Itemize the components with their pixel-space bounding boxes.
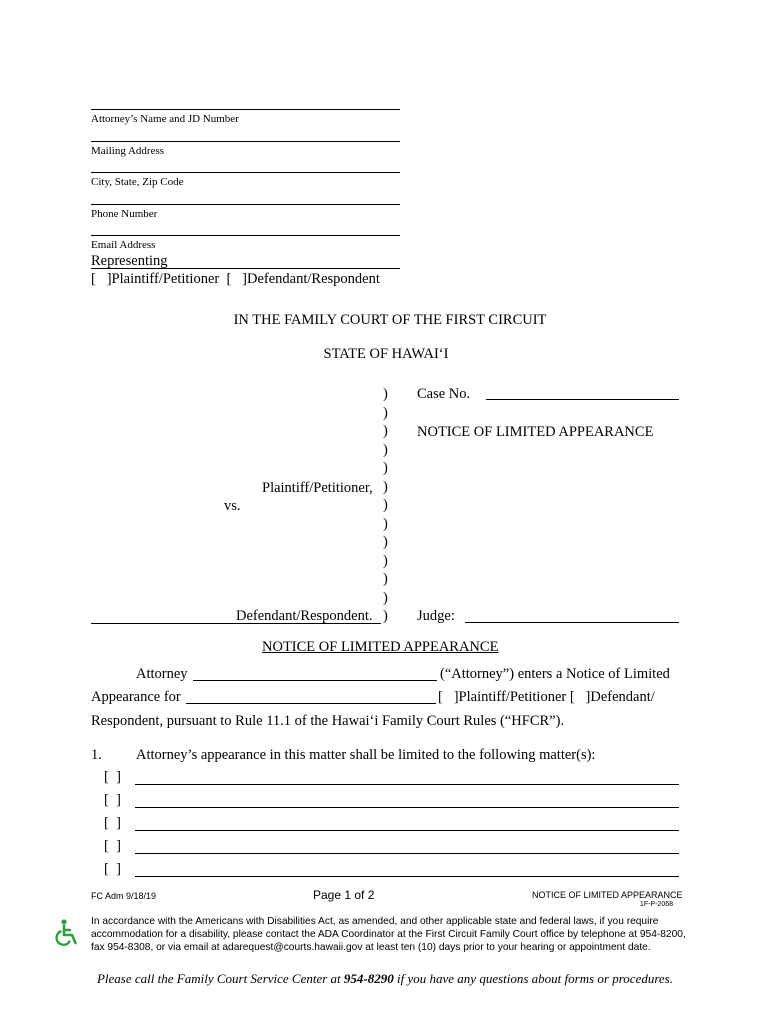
notice-plaintiff-checkbox[interactable]: [ ] xyxy=(438,689,459,705)
mailing-address-line[interactable] xyxy=(91,141,400,142)
defendant-label: Defendant/Respondent. xyxy=(236,608,373,624)
state-name: STATE OF HAWAIʻI xyxy=(323,346,449,362)
defendant-option-label: Defendant/Respondent xyxy=(247,271,380,287)
caption-paren: ) xyxy=(383,590,388,606)
caption-paren: ) xyxy=(383,479,388,495)
matter-checkbox[interactable]: [ ] xyxy=(104,838,121,854)
attorney-name-label: Attorney’s Name and JD Number xyxy=(91,113,239,125)
notice-plaintiff-label: Plaintiff/Petitioner xyxy=(458,689,567,705)
matter-checkbox[interactable]: [ ] xyxy=(104,769,121,785)
matter-line[interactable] xyxy=(135,784,679,785)
matter-line[interactable] xyxy=(135,853,679,854)
item1-text: Attorney’s appearance in this matter shall be limited to the following matter(s): xyxy=(136,747,596,763)
help-phone: 954-8290 xyxy=(343,971,394,986)
help-line xyxy=(0,971,770,987)
caption-paren: ) xyxy=(383,386,388,402)
notice-line3: Respondent, pursuant to Rule 11.1 of the Hawaiʻi Family Court Rules (“HFCR”). xyxy=(91,713,565,729)
caption-paren: ) xyxy=(383,516,388,532)
representing-options xyxy=(91,271,380,288)
footer-doc-title: NOTICE OF LIMITED APPEARANCE xyxy=(532,890,683,900)
caption-title: NOTICE OF LIMITED APPEARANCE xyxy=(417,424,654,440)
attorney-name-line[interactable] xyxy=(91,109,400,110)
ada-notice: In accordance with the Americans with Disabilities Act, as amended, and other applicable state and federal laws, if you require accommodation for a disability, please contact the ADA Coordinator at the First Circuit Family Court office by telephone at 954-8200, fax 954-8308, or via email at adarequest@courts.hawaii.gov at least ten (10) days prior to your hearing or appointment date. xyxy=(91,916,686,953)
representing-label: Representing xyxy=(91,253,168,269)
notice-line2-options xyxy=(438,689,655,706)
matter-line[interactable] xyxy=(135,807,679,808)
email-line[interactable] xyxy=(91,235,400,236)
city-state-zip-label: City, State, Zip Code xyxy=(91,176,184,188)
phone-line[interactable] xyxy=(91,204,400,205)
representing-line[interactable] xyxy=(91,268,400,269)
matter-line[interactable] xyxy=(135,876,679,877)
caption-paren: ) xyxy=(383,608,388,624)
caption-paren: ) xyxy=(383,460,388,476)
email-label: Email Address xyxy=(91,239,156,251)
item1-number: 1. xyxy=(91,747,102,763)
case-no-label: Case No. xyxy=(417,386,471,402)
phone-label: Phone Number xyxy=(91,208,158,220)
caption-paren: ) xyxy=(383,571,388,587)
matter-line[interactable] xyxy=(135,830,679,831)
judge-label: Judge: xyxy=(417,608,455,624)
help-prefix: Please call the Family Court Service Center at xyxy=(96,971,344,986)
mailing-address-label: Mailing Address xyxy=(91,145,165,157)
case-no-line[interactable] xyxy=(486,399,679,400)
caption-paren: ) xyxy=(383,423,388,439)
form-number: 1F-P-2068 xyxy=(639,901,673,908)
caption-paren: ) xyxy=(383,553,388,569)
city-state-zip-line[interactable] xyxy=(91,172,400,173)
court-name: IN THE FAMILY COURT OF THE FIRST CIRCUIT xyxy=(233,312,547,328)
matter-checkbox[interactable]: [ ] xyxy=(104,861,121,877)
caption-paren: ) xyxy=(383,405,388,421)
caption-paren: ) xyxy=(383,534,388,550)
notice-defendant-checkbox[interactable]: [ ] xyxy=(569,689,591,705)
help-suffix: if you have any questions about forms or procedures. xyxy=(393,971,673,986)
appearance-for-fill-line[interactable] xyxy=(186,703,436,704)
notice-line1-prefix: Attorney xyxy=(136,666,188,682)
matter-checkbox[interactable]: [ ] xyxy=(104,792,121,808)
notice-line2-prefix: Appearance for xyxy=(91,689,181,705)
form-id: FC Adm 9/18/19 xyxy=(91,891,157,901)
caption-paren: ) xyxy=(383,442,388,458)
vs-label: vs. xyxy=(224,498,241,514)
page-label: Page 1 of 2 xyxy=(313,888,375,902)
accessibility-icon xyxy=(53,918,83,948)
plaintiff-checkbox[interactable]: [ ] xyxy=(91,271,112,287)
notice-heading: NOTICE OF LIMITED APPEARANCE xyxy=(262,639,499,655)
plaintiff-label: Plaintiff/Petitioner, xyxy=(262,480,373,496)
notice-line1-suffix: (“Attorney”) enters a Notice of Limited xyxy=(440,666,670,682)
notice-defendant-label: Defendant/ xyxy=(590,689,655,705)
caption-paren: ) xyxy=(383,497,388,513)
attorney-fill-line[interactable] xyxy=(193,680,437,681)
plaintiff-option-label: Plaintiff/Petitioner xyxy=(111,271,220,287)
judge-line[interactable] xyxy=(465,622,679,623)
matter-checkbox[interactable]: [ ] xyxy=(104,815,121,831)
defendant-checkbox[interactable]: [ ] xyxy=(222,271,248,287)
